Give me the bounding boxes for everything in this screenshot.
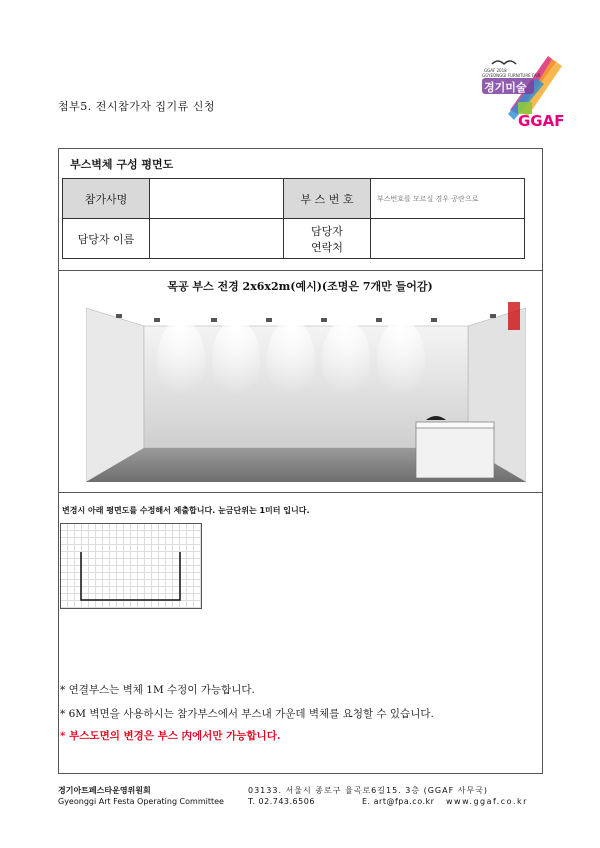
footer-address: 03133. 서울시 종로구 율곡로6길15. 3층 (GGAF 사무국) (248, 786, 489, 795)
contact-field[interactable] (371, 219, 525, 259)
manager-field[interactable] (150, 219, 284, 259)
divider (58, 270, 542, 271)
logo-small-sub: GGYEONGGI FURNITURE FAIR (482, 73, 541, 78)
logo-small-text: GGAF 2018 (484, 68, 507, 73)
plan-instruction: 변경시 아래 평면도를 수정해서 제출합니다. 눈금단위는 1미터 입니다. (62, 506, 310, 515)
manager-label: 담당자 이름 (63, 219, 150, 259)
exhibitor-field[interactable] (150, 179, 284, 219)
section-title: 부스벽체 구성 평면도 (70, 158, 174, 171)
document-title: 첨부5. 전시참가자 집기류 신청 (58, 100, 215, 113)
footer-org-ko: 경기아트페스타운영위원회 (58, 786, 151, 795)
divider (58, 492, 542, 493)
contact-label (284, 219, 371, 259)
note-connected-booth: * 연결부스는 벽체 1M 수정이 가능합니다. (60, 684, 255, 696)
contact-label-line2: 연락처 (311, 240, 343, 254)
ggaf-logo (478, 54, 568, 132)
exhibitor-label: 참가사명 (63, 179, 150, 219)
booth-title: 목공 부스 전경 2x6x2m(예시)(조명은 7개만 들어감) (167, 280, 433, 293)
note-change-restriction: * 부스도면의 변경은 부스 内에서만 가능합니다. (60, 730, 281, 742)
booth-no-field[interactable]: 부스번호를 모르실 경우 공란으로 (371, 179, 525, 219)
footer-web[interactable]: www.ggaf.co.kr (446, 797, 528, 806)
booth-no-label: 부 스 번 호 (284, 179, 371, 219)
contact-label-line1: 담당자 (311, 224, 343, 238)
logo-brand: GGAF (518, 112, 565, 130)
booth-info-table (62, 178, 525, 259)
note-center-wall: * 6M 벽면을 사용하시는 참가부스에서 부스내 가운데 벽체를 요청할 수 있습니다. (60, 708, 434, 720)
footer-tel: T. 02.743.6506 (248, 797, 315, 806)
footer-org-en: Gyeonggi Art Festa Operating Committee (58, 797, 224, 806)
floor-plan-grid[interactable] (60, 523, 202, 609)
booth-illustration (86, 296, 526, 486)
footer-email[interactable]: E. art@fpa.co.kr (362, 797, 435, 806)
logo-main-text: 경기미술 (484, 81, 527, 94)
